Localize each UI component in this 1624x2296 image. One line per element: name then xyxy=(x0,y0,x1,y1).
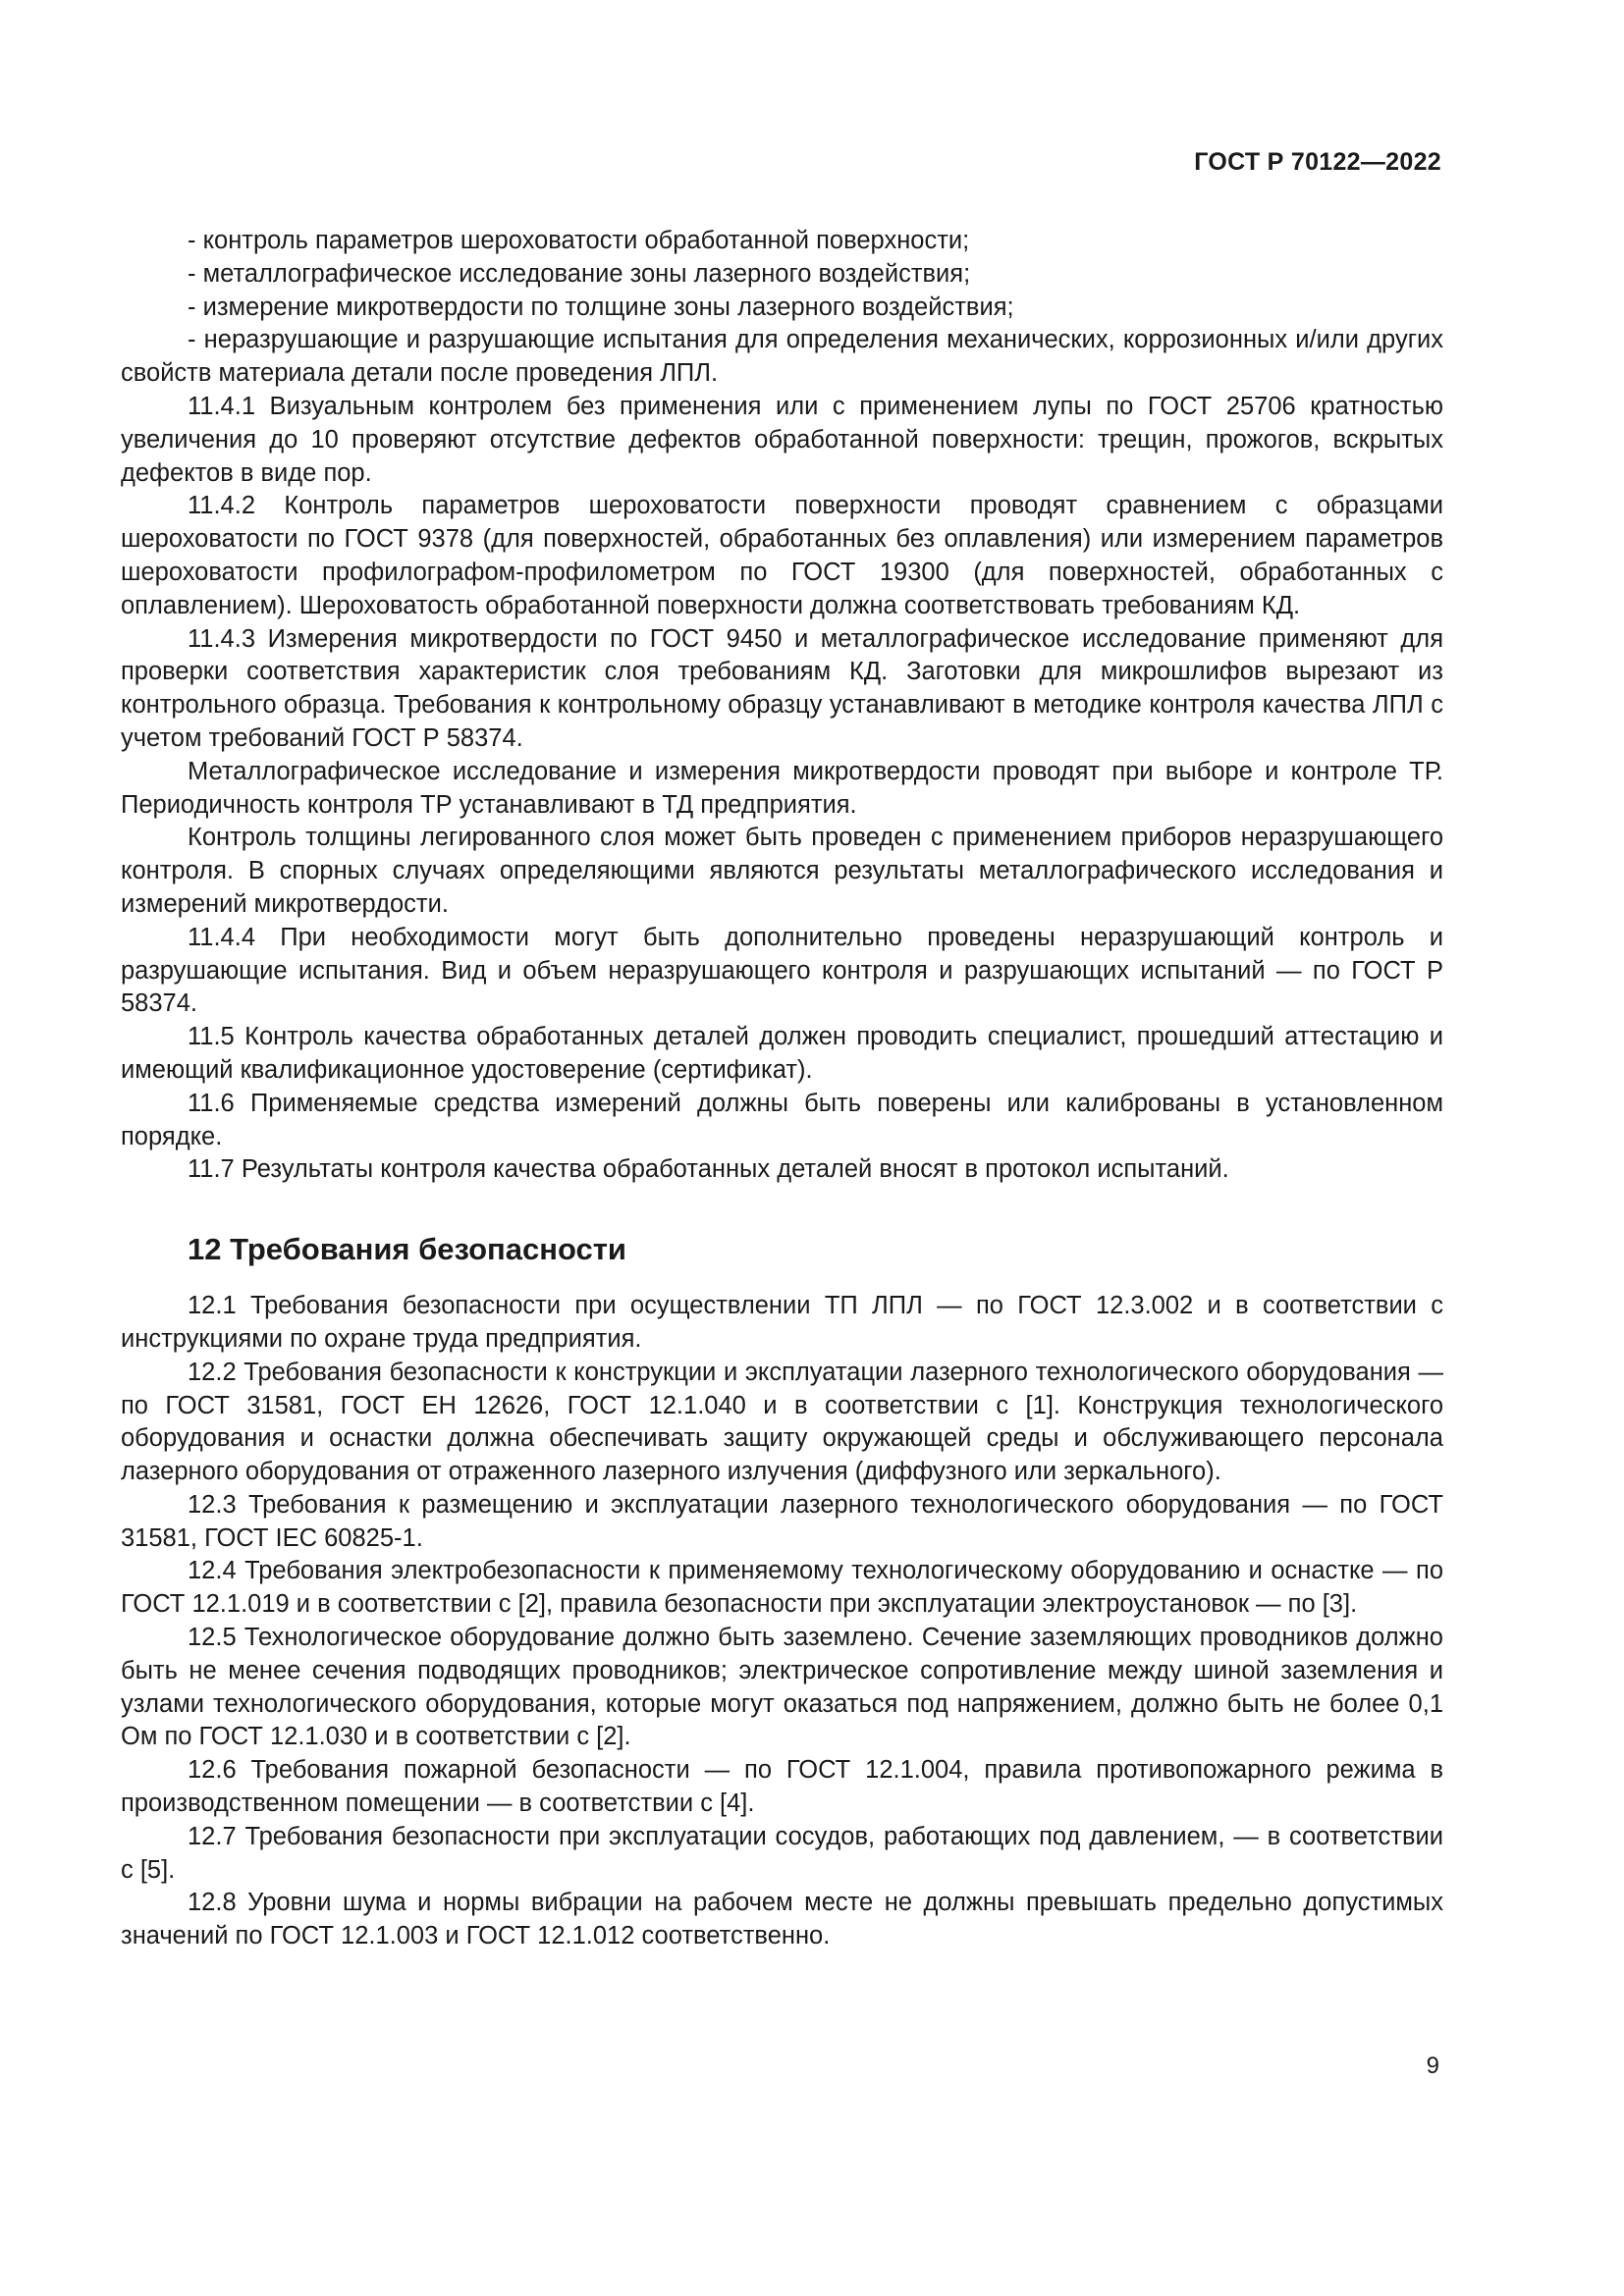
paragraph-12-1: 12.1 Требования безопасности при осуществлении ТП ЛПЛ — по ГОСТ 12.3.002 и в соответствии с инструкциями по охране труда предприятия. xyxy=(121,1292,1443,1353)
paragraph-11-4-2: 11.4.2 Контроль параметров шероховатости поверхности проводят сравнением с образцами шероховатости по ГОСТ 9378 (для поверхностей, обработанных без оплавления) или измерением параметров шероховатости профилографом-профилометром по ГОСТ 19300 (для поверхностей, обработанных с оплавлением). Шероховатость обработанной поверхности должна соответствовать требованиям КД. xyxy=(121,492,1443,619)
paragraph-12-7: 12.7 Требования безопасности при эксплуатации сосудов, работающих под давлением, — в соответствии с [5]. xyxy=(121,1822,1443,1884)
paragraph-12-8: 12.8 Уровни шума и нормы вибрации на рабочем месте не должны превышать предельно допустимых значений по ГОСТ 12.1.003 и ГОСТ 12.1.012 соответственно. xyxy=(121,1889,1443,1950)
paragraph: Металлографическое исследование и измерения микротвердости проводят при выборе и контроле ТР. Периодичность контроля ТР устанавливают в ТД предприятия. xyxy=(121,757,1443,819)
paragraph-11-4-4: 11.4.4 При необходимости могут быть дополнительно проведены неразрушающий контроль и разрушающие испытания. Вид и объем неразрушающего контроля и разрушающих испытаний — по ГОСТ Р 58374. xyxy=(121,923,1443,1018)
bullet-item: - неразрушающие и разрушающие испытания для определения механических, коррозионных и/или других свойств материала детали после проведения ЛПЛ. xyxy=(121,326,1443,388)
paragraph-11-7: 11.7 Результаты контроля качества обработанных деталей вносят в протокол испытаний. xyxy=(188,1155,1229,1184)
paragraph-12-5: 12.5 Технологическое оборудование должно быть заземлено. Сечение заземляющих проводников должно быть не менее сечения подводящих проводников; электрическое сопротивление между шиной заземления и узлами технологического оборудования, которые могут оказаться под напряжением, должно быть не более 0,1 Ом по ГОСТ 12.1.030 и в соответствии с [2]. xyxy=(121,1624,1443,1751)
bullet-item: - контроль параметров шероховатости обработанной поверхности; xyxy=(188,227,970,254)
paragraph: Контроль толщины легированного слоя может быть проведен с применением приборов неразрушающего контроля. В спорных случаях определяющими являются результаты металлографического исследования и измерений микротвердости. xyxy=(121,824,1443,918)
paragraph-12-6: 12.6 Требования пожарной безопасности — по ГОСТ 12.1.004, правила противопожарного режима в производственном помещении — в соответствии с [4]. xyxy=(121,1756,1443,1818)
section-heading: 12 Требования безопасности xyxy=(188,1232,626,1267)
document-header: ГОСТ Р 70122—2022 xyxy=(1194,148,1441,176)
paragraph-12-4: 12.4 Требования электробезопасности к применяемому технологическому оборудованию и оснастке — по ГОСТ 12.1.019 и в соответствии с [2], правила безопасности при эксплуатации электроустановок — по [3]. xyxy=(121,1557,1443,1619)
paragraph-12-2: 12.2 Требования безопасности к конструкции и эксплуатации лазерного технологического оборудования — по ГОСТ 31581, ГОСТ ЕН 12626, ГОСТ 12.1.040 и в соответствии с [1]. Конструкция технологического оборудования и оснастки должна обеспечивать защиту окружающей среды и обслуживающего персонала лазерного оборудования от отраженного лазерного излучения (диффузного или зеркального). xyxy=(121,1358,1443,1486)
page-number: 9 xyxy=(1426,2053,1439,2079)
document-body xyxy=(121,225,1443,1953)
paragraph-11-6: 11.6 Применяемые средства измерений должны быть поверены или калиброваны в установленном порядке. xyxy=(121,1089,1443,1150)
paragraph-11-5: 11.5 Контроль качества обработанных деталей должен проводить специалист, прошедший аттестацию и имеющий квалификационное удостоверение (сертификат). xyxy=(121,1023,1443,1084)
paragraph-11-4-1: 11.4.1 Визуальным контролем без применения или с применением лупы по ГОСТ 25706 кратностью увеличения до 10 проверяют отсутствие дефектов обработанной поверхности: трещин, прожогов, вскрытых дефектов в виде пор. xyxy=(121,392,1443,487)
paragraph-12-3: 12.3 Требования к размещению и эксплуатации лазерного технологического оборудования — по ГОСТ 31581, ГОСТ IEC 60825-1. xyxy=(121,1490,1443,1552)
bullet-item: - измерение микротвердости по толщине зоны лазерного воздействия; xyxy=(188,293,1014,321)
paragraph-11-4-3: 11.4.3 Измерения микротвердости по ГОСТ 9450 и металлографическое исследование применяют для проверки соответствия характеристик слоя требованиям КД. Заготовки для микрошлифов вырезают из контрольного образца. Требования к контрольному образцу устанавливают в методике контроля качества ЛПЛ с учетом требований ГОСТ Р 58374. xyxy=(121,624,1443,752)
bullet-item: - металлографическое исследование зоны лазерного воздействия; xyxy=(188,259,971,288)
